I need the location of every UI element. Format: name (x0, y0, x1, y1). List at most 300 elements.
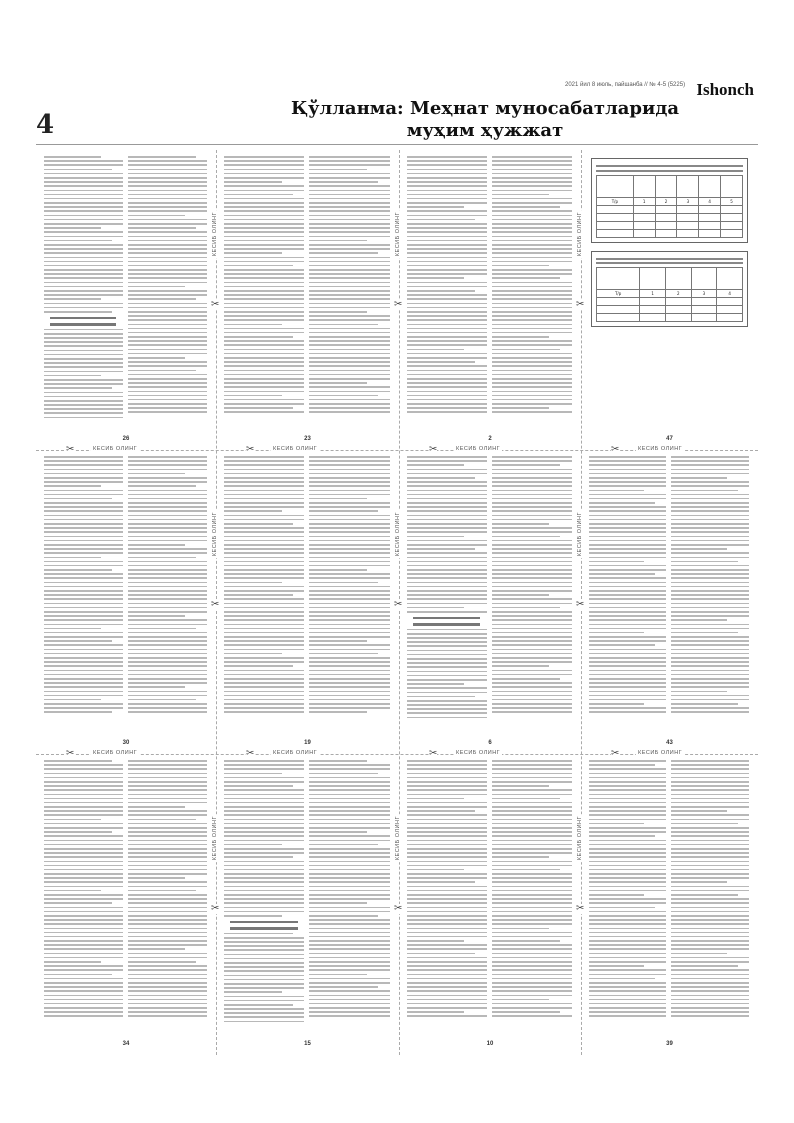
text-line (589, 619, 667, 621)
text-line (44, 619, 123, 621)
text-line (128, 1015, 207, 1017)
table-index-cell: 3 (691, 290, 717, 298)
text-line (492, 990, 572, 992)
text-line (492, 460, 572, 462)
text-line (309, 890, 389, 892)
text-line (309, 915, 378, 917)
text-line (128, 391, 207, 393)
text-line (128, 773, 207, 775)
text-line (224, 506, 304, 508)
text-line (407, 244, 487, 246)
text-line (224, 966, 304, 968)
text-line (492, 586, 572, 588)
text-line (128, 707, 207, 709)
table-cell (597, 298, 640, 306)
text-line (589, 777, 667, 779)
text-line (44, 277, 123, 279)
text-line (224, 881, 304, 883)
text-line (589, 760, 667, 762)
text-line (407, 760, 487, 762)
text-line (128, 190, 207, 192)
text-line (224, 160, 304, 162)
page-headline (250, 98, 720, 142)
text-line (492, 852, 572, 854)
text-line (589, 691, 667, 693)
text-line (589, 519, 667, 521)
text-column (44, 156, 123, 434)
text-line (589, 703, 645, 705)
text-line (589, 1003, 667, 1005)
table-cell (655, 229, 677, 237)
text-line (128, 865, 207, 867)
text-line (589, 969, 667, 971)
text-line (492, 890, 572, 892)
text-line (224, 590, 304, 592)
table-cell (665, 314, 691, 322)
text-line (589, 695, 667, 697)
text-line (309, 240, 367, 242)
text-column (128, 760, 207, 1039)
text-line (407, 311, 487, 313)
text-line (589, 873, 667, 875)
form-table-title (596, 165, 743, 172)
text-line (309, 378, 389, 380)
text-line (44, 412, 123, 414)
booklet-page (587, 156, 752, 444)
text-line (224, 573, 304, 575)
text-line (492, 911, 572, 913)
text-line (224, 269, 304, 271)
text-line (671, 586, 749, 588)
text-line (309, 386, 389, 388)
text-line (492, 206, 561, 208)
text-line (492, 902, 572, 904)
text-line (407, 717, 487, 719)
form-tables (591, 158, 748, 335)
text-line (309, 569, 367, 571)
text-line (407, 319, 487, 321)
text-line (44, 379, 123, 381)
text-line (589, 894, 645, 896)
text-line (407, 953, 476, 955)
text-line (44, 777, 123, 779)
text-line (44, 856, 123, 858)
text-line (309, 777, 389, 779)
table-cell (677, 229, 699, 237)
text-line (492, 844, 572, 846)
text-line (407, 1015, 487, 1017)
text-line (671, 877, 749, 879)
text-line (407, 890, 487, 892)
text-line (128, 257, 207, 259)
text-line (309, 674, 389, 676)
text-line (589, 902, 667, 904)
scissors-icon: ✂ (211, 903, 220, 914)
text-line (492, 411, 572, 413)
text-line (44, 670, 123, 672)
text-line (671, 695, 749, 697)
text-line (44, 485, 101, 487)
text-line (309, 156, 389, 158)
text-line (309, 477, 389, 479)
table-cell (655, 221, 677, 229)
text-line (44, 999, 123, 1001)
text-line (44, 877, 123, 879)
text-line (128, 640, 207, 642)
text-line (224, 223, 304, 225)
text-line (128, 936, 207, 938)
text-line (407, 777, 487, 779)
newspaper-logo: Ishonch (696, 80, 754, 99)
text-line (589, 848, 667, 850)
text-line (589, 674, 667, 676)
text-line (589, 923, 667, 925)
text-line (224, 252, 282, 254)
text-line (492, 590, 572, 592)
text-line (224, 789, 304, 791)
page-number: 4 (36, 110, 55, 140)
text-line (407, 506, 487, 508)
text-line (44, 366, 123, 368)
text-line (128, 464, 207, 466)
text-line (128, 777, 207, 779)
text-line (128, 336, 207, 338)
text-line (309, 290, 389, 292)
text-line (589, 657, 667, 659)
text-line (224, 515, 304, 517)
text-line (407, 969, 487, 971)
text-line (589, 632, 645, 634)
text-line (492, 810, 572, 812)
text-line (309, 298, 389, 300)
text-line (309, 265, 389, 267)
text-line (44, 827, 123, 829)
text-line (309, 923, 389, 925)
text-line (492, 523, 550, 525)
text-line (671, 982, 749, 984)
text-line (671, 911, 749, 913)
text-line (224, 244, 304, 246)
text-line (224, 277, 304, 279)
text-line (224, 852, 304, 854)
text-line (309, 303, 389, 305)
cut-here-label: КЕСИБ ОЛИНГ (93, 750, 138, 756)
text-line (309, 644, 389, 646)
text-line (589, 490, 645, 492)
text-line (492, 210, 572, 212)
text-line (44, 565, 123, 567)
text-line (224, 691, 304, 693)
text-line (309, 760, 367, 762)
text-line (407, 490, 487, 492)
text-line (44, 456, 123, 458)
text-line (224, 156, 304, 158)
text-line (671, 961, 749, 963)
text-line (224, 202, 304, 204)
text-line (128, 978, 207, 980)
text-line (128, 869, 207, 871)
text-line (224, 498, 304, 500)
text-line (407, 223, 487, 225)
text-line (44, 481, 123, 483)
text-line (492, 515, 572, 517)
text-line (407, 332, 487, 334)
text-line (309, 565, 389, 567)
table-cell (597, 221, 634, 229)
text-line (224, 886, 304, 888)
text-line (492, 160, 572, 162)
text-line (589, 603, 667, 605)
text-line (224, 510, 282, 512)
text-line (224, 523, 293, 525)
text-line (407, 827, 487, 829)
text-line (407, 806, 487, 808)
text-line (492, 485, 572, 487)
text-line (44, 865, 123, 867)
booklet-page-number: 23 (304, 436, 311, 442)
text-line (309, 953, 389, 955)
booklet-page (405, 456, 575, 748)
text-line (44, 923, 123, 925)
text-line (44, 978, 123, 980)
text-line (492, 907, 572, 909)
text-line (309, 990, 389, 992)
page-body-text (587, 760, 752, 1039)
text-line (309, 340, 389, 342)
text-line (128, 940, 207, 942)
text-line (44, 781, 123, 783)
text-line (224, 933, 293, 935)
text-line (309, 544, 389, 546)
text-line (589, 907, 656, 909)
text-line (224, 670, 304, 672)
text-line (44, 653, 123, 655)
form-table (596, 175, 743, 238)
text-line (492, 940, 561, 942)
text-line (128, 340, 207, 342)
text-line (492, 344, 572, 346)
text-line (44, 957, 123, 959)
text-line (407, 219, 476, 221)
text-line (492, 670, 572, 672)
text-line (407, 633, 487, 635)
booklet-page (405, 156, 575, 444)
text-line (309, 202, 389, 204)
text-line (224, 653, 282, 655)
text-column (671, 760, 749, 1039)
text-line (671, 823, 738, 825)
text-line (492, 370, 572, 372)
text-line (671, 657, 749, 659)
text-line (671, 940, 749, 942)
text-line (407, 349, 465, 351)
text-line (671, 632, 738, 634)
text-line (128, 215, 185, 217)
text-line (589, 768, 667, 770)
text-line (128, 303, 207, 305)
text-line (309, 819, 389, 821)
text-line (224, 831, 304, 833)
text-line (309, 210, 389, 212)
text-line (671, 557, 749, 559)
text-line (309, 269, 389, 271)
text-line (407, 370, 487, 372)
text-line (44, 890, 101, 892)
text-line (671, 781, 749, 783)
text-line (589, 569, 667, 571)
text-line (44, 354, 123, 356)
text-line (309, 328, 389, 330)
page-body-text (42, 456, 210, 738)
text-line (309, 686, 389, 688)
text-line (671, 691, 727, 693)
text-line (309, 577, 389, 579)
text-line (407, 577, 487, 579)
text-line (44, 974, 112, 976)
text-line (128, 273, 207, 275)
cut-here-label: КЕСИБ ОЛИНГ (395, 816, 401, 861)
text-line (128, 494, 207, 496)
text-line (309, 198, 389, 200)
text-line (492, 286, 572, 288)
text-line (589, 561, 645, 563)
text-line (44, 460, 123, 462)
text-line (224, 945, 304, 947)
text-line (407, 965, 487, 967)
text-line (492, 399, 572, 401)
text-line (128, 711, 207, 713)
text-line (589, 506, 667, 508)
text-line (224, 991, 282, 993)
text-line (128, 835, 207, 837)
text-line (44, 286, 123, 288)
text-line (224, 173, 304, 175)
table-cell (677, 213, 699, 221)
text-line (492, 269, 572, 271)
text-line (128, 577, 207, 579)
text-line (407, 519, 487, 521)
text-line (44, 844, 123, 846)
page-body-text (42, 760, 210, 1039)
table-cell (699, 229, 721, 237)
text-line (407, 294, 487, 296)
text-line (128, 502, 207, 504)
text-line (407, 662, 487, 664)
text-line (224, 169, 304, 171)
text-line (413, 617, 480, 620)
text-line (492, 957, 572, 959)
text-line (128, 948, 185, 950)
text-line (589, 982, 667, 984)
text-line (224, 773, 282, 775)
text-line (44, 290, 123, 292)
text-line (492, 657, 572, 659)
text-line (492, 219, 572, 221)
text-line (224, 603, 304, 605)
text-line (589, 460, 667, 462)
text-line (44, 911, 123, 913)
text-line (224, 294, 304, 296)
text-line (44, 464, 123, 466)
text-line (671, 598, 749, 600)
text-line (44, 823, 123, 825)
text-line (309, 460, 389, 462)
table-index-cell: Т/р (597, 290, 640, 298)
text-line (44, 806, 123, 808)
text-line (224, 987, 304, 989)
text-line (671, 974, 749, 976)
text-line (407, 700, 487, 702)
text-line (128, 156, 196, 158)
text-line (671, 477, 727, 479)
text-line (128, 160, 207, 162)
text-line (589, 814, 667, 816)
text-line (224, 548, 304, 550)
text-line (589, 785, 667, 787)
text-line (44, 624, 123, 626)
text-line (44, 282, 123, 284)
scissors-icon: ✂ (246, 748, 255, 759)
text-line (492, 527, 572, 529)
text-line (492, 573, 572, 575)
text-line (224, 898, 304, 900)
text-line (309, 624, 389, 626)
table-cell (699, 205, 721, 213)
text-line (407, 586, 487, 588)
table-index-cell: 1 (633, 197, 655, 205)
text-line (492, 840, 572, 842)
text-line (589, 686, 667, 688)
text-line (309, 227, 389, 229)
text-line (224, 194, 293, 196)
text-line (309, 665, 389, 667)
text-line (224, 240, 304, 242)
table-cell (677, 221, 699, 229)
text-line (224, 844, 282, 846)
text-line (128, 319, 207, 321)
text-line (407, 411, 487, 413)
cut-here-label: КЕСИБ ОЛИНГ (212, 212, 218, 257)
text-line (671, 869, 749, 871)
text-line (128, 523, 207, 525)
table-index-cell: 2 (665, 290, 691, 298)
text-line (407, 940, 465, 942)
booklet-page-number: 43 (666, 740, 673, 746)
booklet-page-number: 15 (304, 1041, 311, 1047)
text-line (309, 619, 389, 621)
text-line (128, 349, 207, 351)
scissors-icon: ✂ (394, 299, 403, 310)
text-line (671, 886, 749, 888)
text-line (44, 219, 123, 221)
text-line (128, 365, 207, 367)
text-line (224, 890, 304, 892)
text-line (589, 494, 667, 496)
text-line (44, 657, 123, 659)
text-line (671, 768, 749, 770)
text-line (407, 569, 487, 571)
text-line (128, 852, 207, 854)
text-line (589, 502, 656, 504)
text-column (589, 456, 667, 738)
text-line (309, 527, 389, 529)
text-line (224, 598, 304, 600)
text-line (44, 965, 123, 967)
text-line (44, 345, 123, 347)
text-line (224, 227, 304, 229)
text-line (492, 974, 572, 976)
text-line (128, 344, 207, 346)
